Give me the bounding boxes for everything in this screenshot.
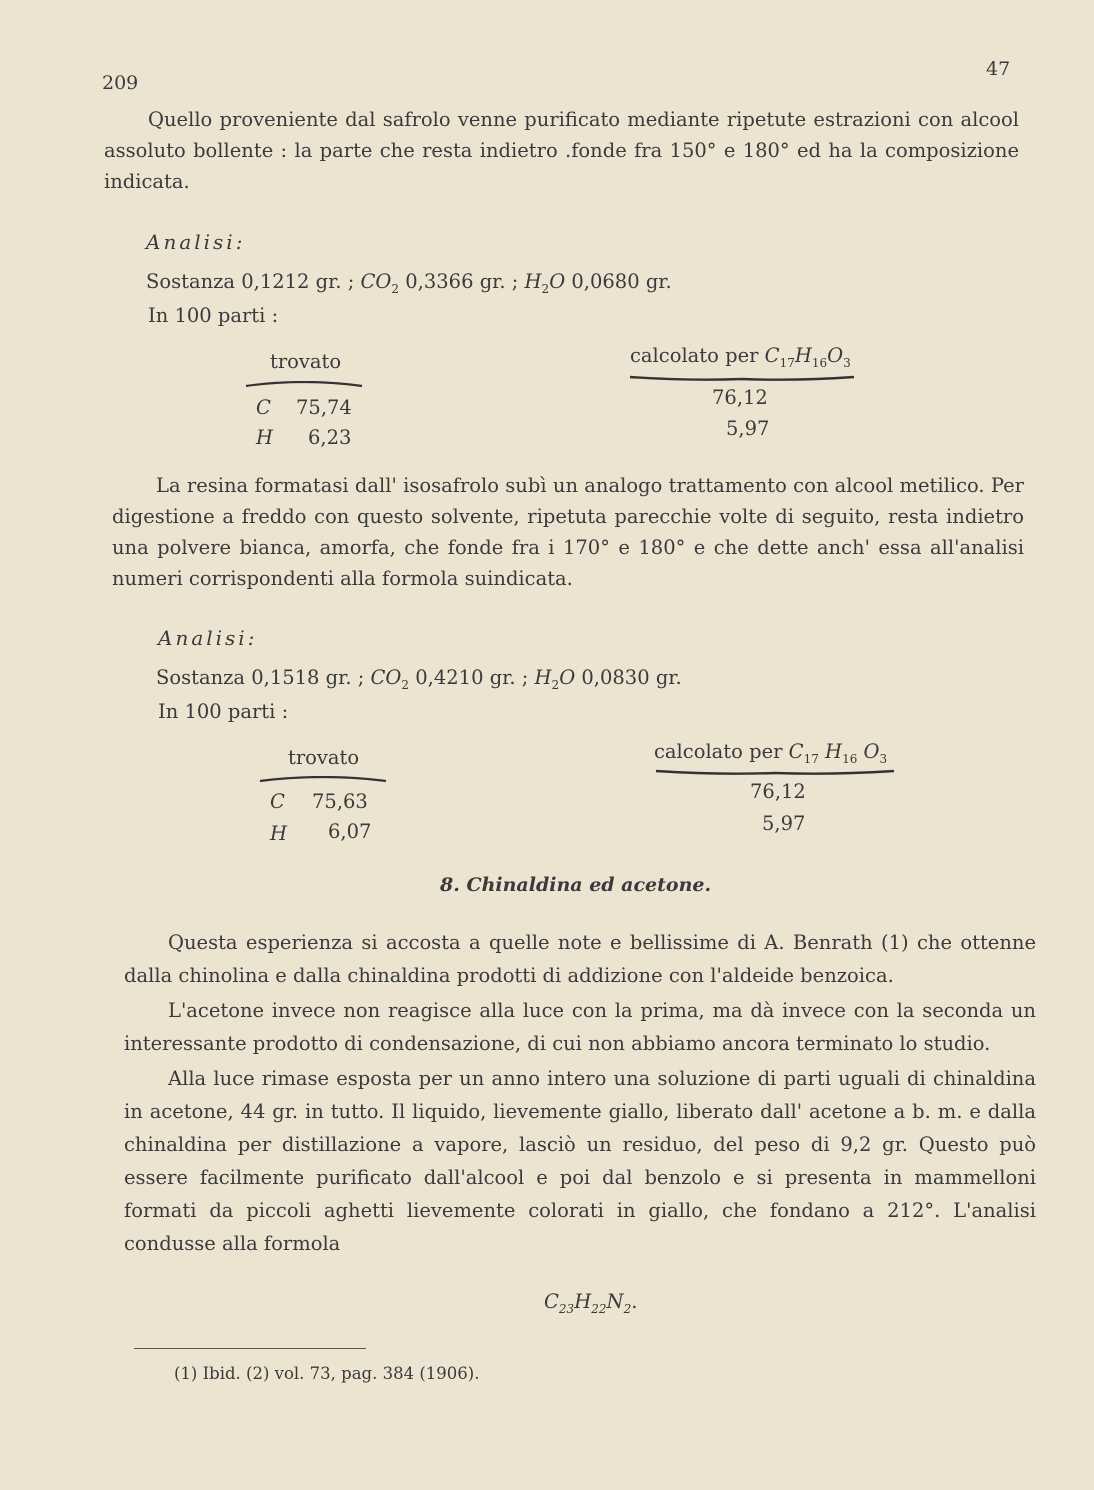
- section-8-body: [124, 926, 1036, 1260]
- found-brace-1: [244, 381, 364, 389]
- h2o-label-o: O: [559, 666, 576, 689]
- co2-subscript: 2: [391, 281, 400, 296]
- final-formula-h: H: [574, 1290, 592, 1313]
- section-8-paragraph-3: Alla luce rimase esposta per un anno intero una soluzione di parti uguali di chinaldina in acetone, 44 gr. in tutto. Il liquido, lievemente giallo, liberato dall' acetone a b. m. e dalla chinaldina per distillazione a vapore, lasciò un residuo, del peso di 9,2 gr. Questo può essere facilmente purificato dall'alcool e poi dal benzolo e si presenta in mammelloni formati da piccoli aghetti lievemente colorati in giallo, che fondano a 212°. L'analisi condusse alla formola: [124, 1067, 1036, 1255]
- analysis-1-label: Analisi:: [146, 230, 246, 254]
- analysis-1-measurements: Sostanza 0,1212 gr. ; $CO_2$ 0,3366 gr. ; $H_2O$ 0,0680 gr.: [146, 270, 672, 296]
- formula-h: H: [794, 344, 812, 367]
- row-2-element: H: [256, 426, 274, 449]
- row-1-calc: 76,12: [712, 386, 768, 409]
- formula-h: H: [825, 740, 843, 763]
- footnote: (1) Ibid. (2) vol. 73, pag. 384 (1906).: [174, 1364, 480, 1383]
- isosafrolo-text: La resina formatasi dall' isosafrolo subì un analogo trattamento con alcool metilico. Per digestione a freddo con questo solvente, ripetuta parecchie volte di seguito, resta indietro una polvere bianca, amorfa, che fonde fra i 170° e 180° e che dette anch' essa all'analisi numeri corrispondenti alla formola suindicata.: [112, 474, 1024, 590]
- sostanza-label: Sostanza: [146, 270, 236, 293]
- row-2-calc: 5,97: [762, 812, 806, 835]
- co2-label: CO: [360, 270, 392, 293]
- row-1-found: 75,74: [296, 396, 352, 419]
- final-formula-h-sub: 22: [591, 1301, 607, 1316]
- calc-header-text: calcolato per: [630, 344, 759, 367]
- h2o-subscript: 2: [541, 281, 550, 296]
- calc-brace-1: [628, 374, 856, 382]
- h2o-value: 0,0830 gr.: [581, 666, 682, 689]
- isosafrolo-paragraph: [112, 470, 1024, 594]
- final-formula-c: C: [544, 1290, 559, 1313]
- row-1-element: C: [256, 396, 271, 419]
- analysis-2-in100: In 100 parti :: [158, 700, 289, 723]
- final-formula-n: N: [606, 1290, 624, 1313]
- analysis-1-found-header: trovato: [270, 350, 342, 373]
- co2-label: CO: [370, 666, 402, 689]
- sostanza-value: 0,1518 gr.: [251, 666, 352, 689]
- sostanza-value: 0,1212 gr.: [241, 270, 342, 293]
- h2o-label-h: H: [524, 270, 542, 293]
- formula-o-sub: 3: [843, 355, 851, 370]
- formula-c: C: [764, 344, 780, 367]
- sostanza-label: Sostanza: [156, 666, 246, 689]
- intro-text: Quello proveniente dal safrolo venne purificato mediante ripetute estrazioni con alcool assoluto bollente : la parte che resta indietro .fonde fra 150° e 180° ed ha la composizione indicata.: [104, 108, 1019, 193]
- row-1-element: C: [270, 790, 285, 813]
- analysis-1-in100: In 100 parti :: [148, 304, 279, 327]
- formula-o: O: [827, 344, 844, 367]
- right-page-number: 47: [986, 58, 1011, 80]
- co2-value: 0,4210 gr.: [415, 666, 516, 689]
- h2o-label-o: O: [549, 270, 566, 293]
- h2o-subscript: 2: [551, 677, 560, 692]
- section-8-paragraph-1: Questa esperienza si accosta a quelle note e bellissime di A. Benrath (1) che ottenne dalla chinolina e dalla chinaldina prodotti di addizione con l'aldeide benzoica.: [124, 931, 1036, 987]
- final-formula-n-sub: 2: [623, 1301, 632, 1316]
- analysis-2-measurements: Sostanza 0,1518 gr. ; $CO_2$ 0,4210 gr. ; $H_2O$ 0,0830 gr.: [156, 666, 682, 692]
- calc-brace-2: [654, 768, 896, 776]
- formula-h-sub: 16: [811, 355, 828, 370]
- formula-c-sub: 17: [779, 355, 795, 370]
- analysis-2-found-header: trovato: [288, 746, 360, 769]
- formula-h-sub: 16: [842, 751, 858, 766]
- analysis-2-label: Analisi:: [158, 626, 258, 650]
- row-2-calc: 5,97: [726, 417, 770, 440]
- row-1-calc: 76,12: [750, 780, 806, 803]
- h2o-value: 0,0680 gr.: [571, 270, 672, 293]
- left-page-number: 209: [102, 72, 139, 94]
- analysis-2-calc-header: [654, 740, 887, 766]
- formula-c-sub: 17: [803, 751, 819, 766]
- footnote-divider: [134, 1348, 366, 1349]
- final-formula-period: .: [631, 1290, 638, 1313]
- found-brace-2: [258, 776, 388, 784]
- calc-header-text: calcolato per: [654, 740, 783, 763]
- co2-value: 0,3366 gr.: [405, 270, 506, 293]
- co2-subscript: 2: [401, 677, 410, 692]
- row-2-found: 6,23: [308, 426, 352, 449]
- row-2-found: 6,07: [328, 820, 372, 843]
- final-formula-c-sub: 23: [558, 1301, 575, 1316]
- formula-o: O: [863, 740, 880, 763]
- intro-paragraph: [104, 104, 1019, 197]
- row-1-found: 75,63: [312, 790, 368, 813]
- final-formula: [544, 1290, 637, 1316]
- row-2-element: H: [270, 822, 288, 845]
- analysis-1-calc-header: [630, 344, 851, 370]
- section-8-paragraph-2: L'acetone invece non reagisce alla luce con la prima, ma dà invece con la seconda un interessante prodotto di condensazione, di cui non abbiamo ancora terminato lo studio.: [124, 999, 1036, 1055]
- h2o-label-h: H: [534, 666, 552, 689]
- formula-o-sub: 3: [879, 751, 888, 766]
- section-heading: 8. Chinaldina ed acetone.: [440, 874, 712, 896]
- formula-c: C: [788, 740, 804, 763]
